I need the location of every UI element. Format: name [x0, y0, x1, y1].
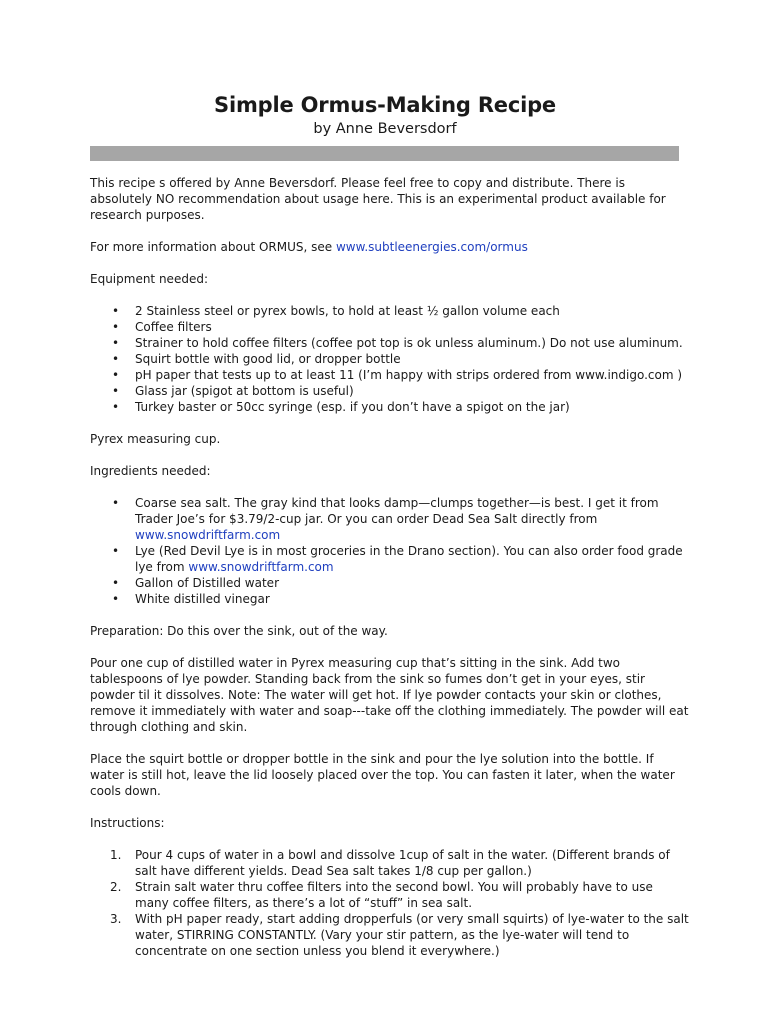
- squirt-bottle-paragraph: Place the squirt bottle or dropper bottle in the sink and pour the lye solution into the bottle. If water is still hot, leave the lid loosely placed over the top. You can fasten it later, when the water cools down.: [90, 752, 675, 798]
- snowdriftfarm-link[interactable]: www.snowdriftfarm.com: [188, 560, 334, 574]
- instructions-heading: Instructions:: [90, 816, 165, 830]
- step-text: Strain salt water thru coffee filters into the second bowl. You will probably have to use many coffee filters, as there’s a lot of “stuff” in sea salt.: [135, 880, 653, 910]
- list-item: [90, 543, 690, 575]
- step-number: 1.: [110, 848, 122, 862]
- list-item: [90, 847, 690, 879]
- list-item: • Glass jar (spigot at bottom is useful): [90, 383, 690, 399]
- list-item: • Turkey baster or 50cc syringe (esp. if you don’t have a spigot on the jar): [90, 399, 690, 415]
- equipment-list: [90, 303, 690, 415]
- document-body: [90, 175, 690, 959]
- ingredients-list: [90, 495, 690, 607]
- ingredient-text: Lye (Red Devil Lye is in most groceries in the Drano section). You can also order food grade lye from: [135, 544, 683, 574]
- list-item: • pH paper that tests up to at least 11 (I’m happy with strips ordered from www.indigo.com ): [90, 367, 690, 383]
- list-item: • Strainer to hold coffee filters (coffee pot top is ok unless aluminum.) Do not use aluminum.: [90, 335, 690, 351]
- document-byline: by Anne Beversdorf: [313, 121, 457, 137]
- ingredients-heading: Ingredients needed:: [90, 464, 211, 478]
- list-item: • 2 Stainless steel or pyrex bowls, to hold at least ½ gallon volume each: [90, 303, 690, 319]
- list-item: [90, 495, 690, 543]
- ingredient-text: Gallon of Distilled water: [135, 576, 279, 590]
- ingredient-text: Coarse sea salt. The gray kind that looks damp—clumps together—is best. I get it from Trader Joe’s for $3.79/2-cup jar. Or you can order Dead Sea Salt directly from: [135, 496, 659, 526]
- step-number: 3.: [110, 912, 122, 926]
- pyrex-line: Pyrex measuring cup.: [90, 432, 221, 446]
- list-item: [90, 575, 690, 591]
- ormus-link[interactable]: www.subtleenergies.com/ormus: [335, 240, 528, 254]
- more-info-paragraph: [90, 239, 690, 255]
- list-item: [90, 911, 690, 959]
- preparation-line: Preparation: Do this over the sink, out of the way.: [90, 624, 388, 638]
- list-item: • Squirt bottle with good lid, or dropper bottle: [90, 351, 690, 367]
- more-info-text: For more information about ORMUS, see: [90, 240, 336, 254]
- title-divider-bar: [90, 146, 679, 161]
- ingredient-text: White distilled vinegar: [135, 592, 270, 606]
- snowdriftfarm-link[interactable]: www.snowdriftfarm.com: [135, 528, 281, 542]
- equipment-heading: Equipment needed:: [90, 272, 208, 286]
- document-title: Simple Ormus-Making Recipe: [214, 93, 556, 117]
- list-item: [90, 879, 690, 911]
- step-text: With pH paper ready, start adding dropperfuls (or very small squirts) of lye-water to the salt water, STIRRING CONSTANTLY. (Vary your stir pattern, as the lye-water will tend to concentrate on one section unless you blend it everywhere.): [135, 912, 689, 958]
- intro-paragraph: This recipe s offered by Anne Beversdorf. Please feel free to copy and distribute. There is absolutely NO recommendation about usage here. This is an experimental product available for research purposes.: [90, 176, 666, 222]
- list-item: • Coffee filters: [90, 319, 690, 335]
- step-text: Pour 4 cups of water in a bowl and dissolve 1cup of salt in the water. (Different brands of salt have different yields. Dead Sea salt takes 1/8 cup per gallon.): [135, 848, 670, 878]
- instructions-list: [90, 847, 690, 959]
- pour-paragraph: Pour one cup of distilled water in Pyrex measuring cup that’s sitting in the sink. Add two tablespoons of lye powder. Standing back from the sink so fumes don’t get in your eyes, stir powder til it dissolves. Note: The water will get hot. If lye powder contacts your skin or clothes, remove it immediately with water and soap---take off the clothing immediately. The powder will eat through clothing and skin.: [90, 656, 689, 734]
- step-number: 2.: [110, 880, 122, 894]
- list-item: [90, 591, 690, 607]
